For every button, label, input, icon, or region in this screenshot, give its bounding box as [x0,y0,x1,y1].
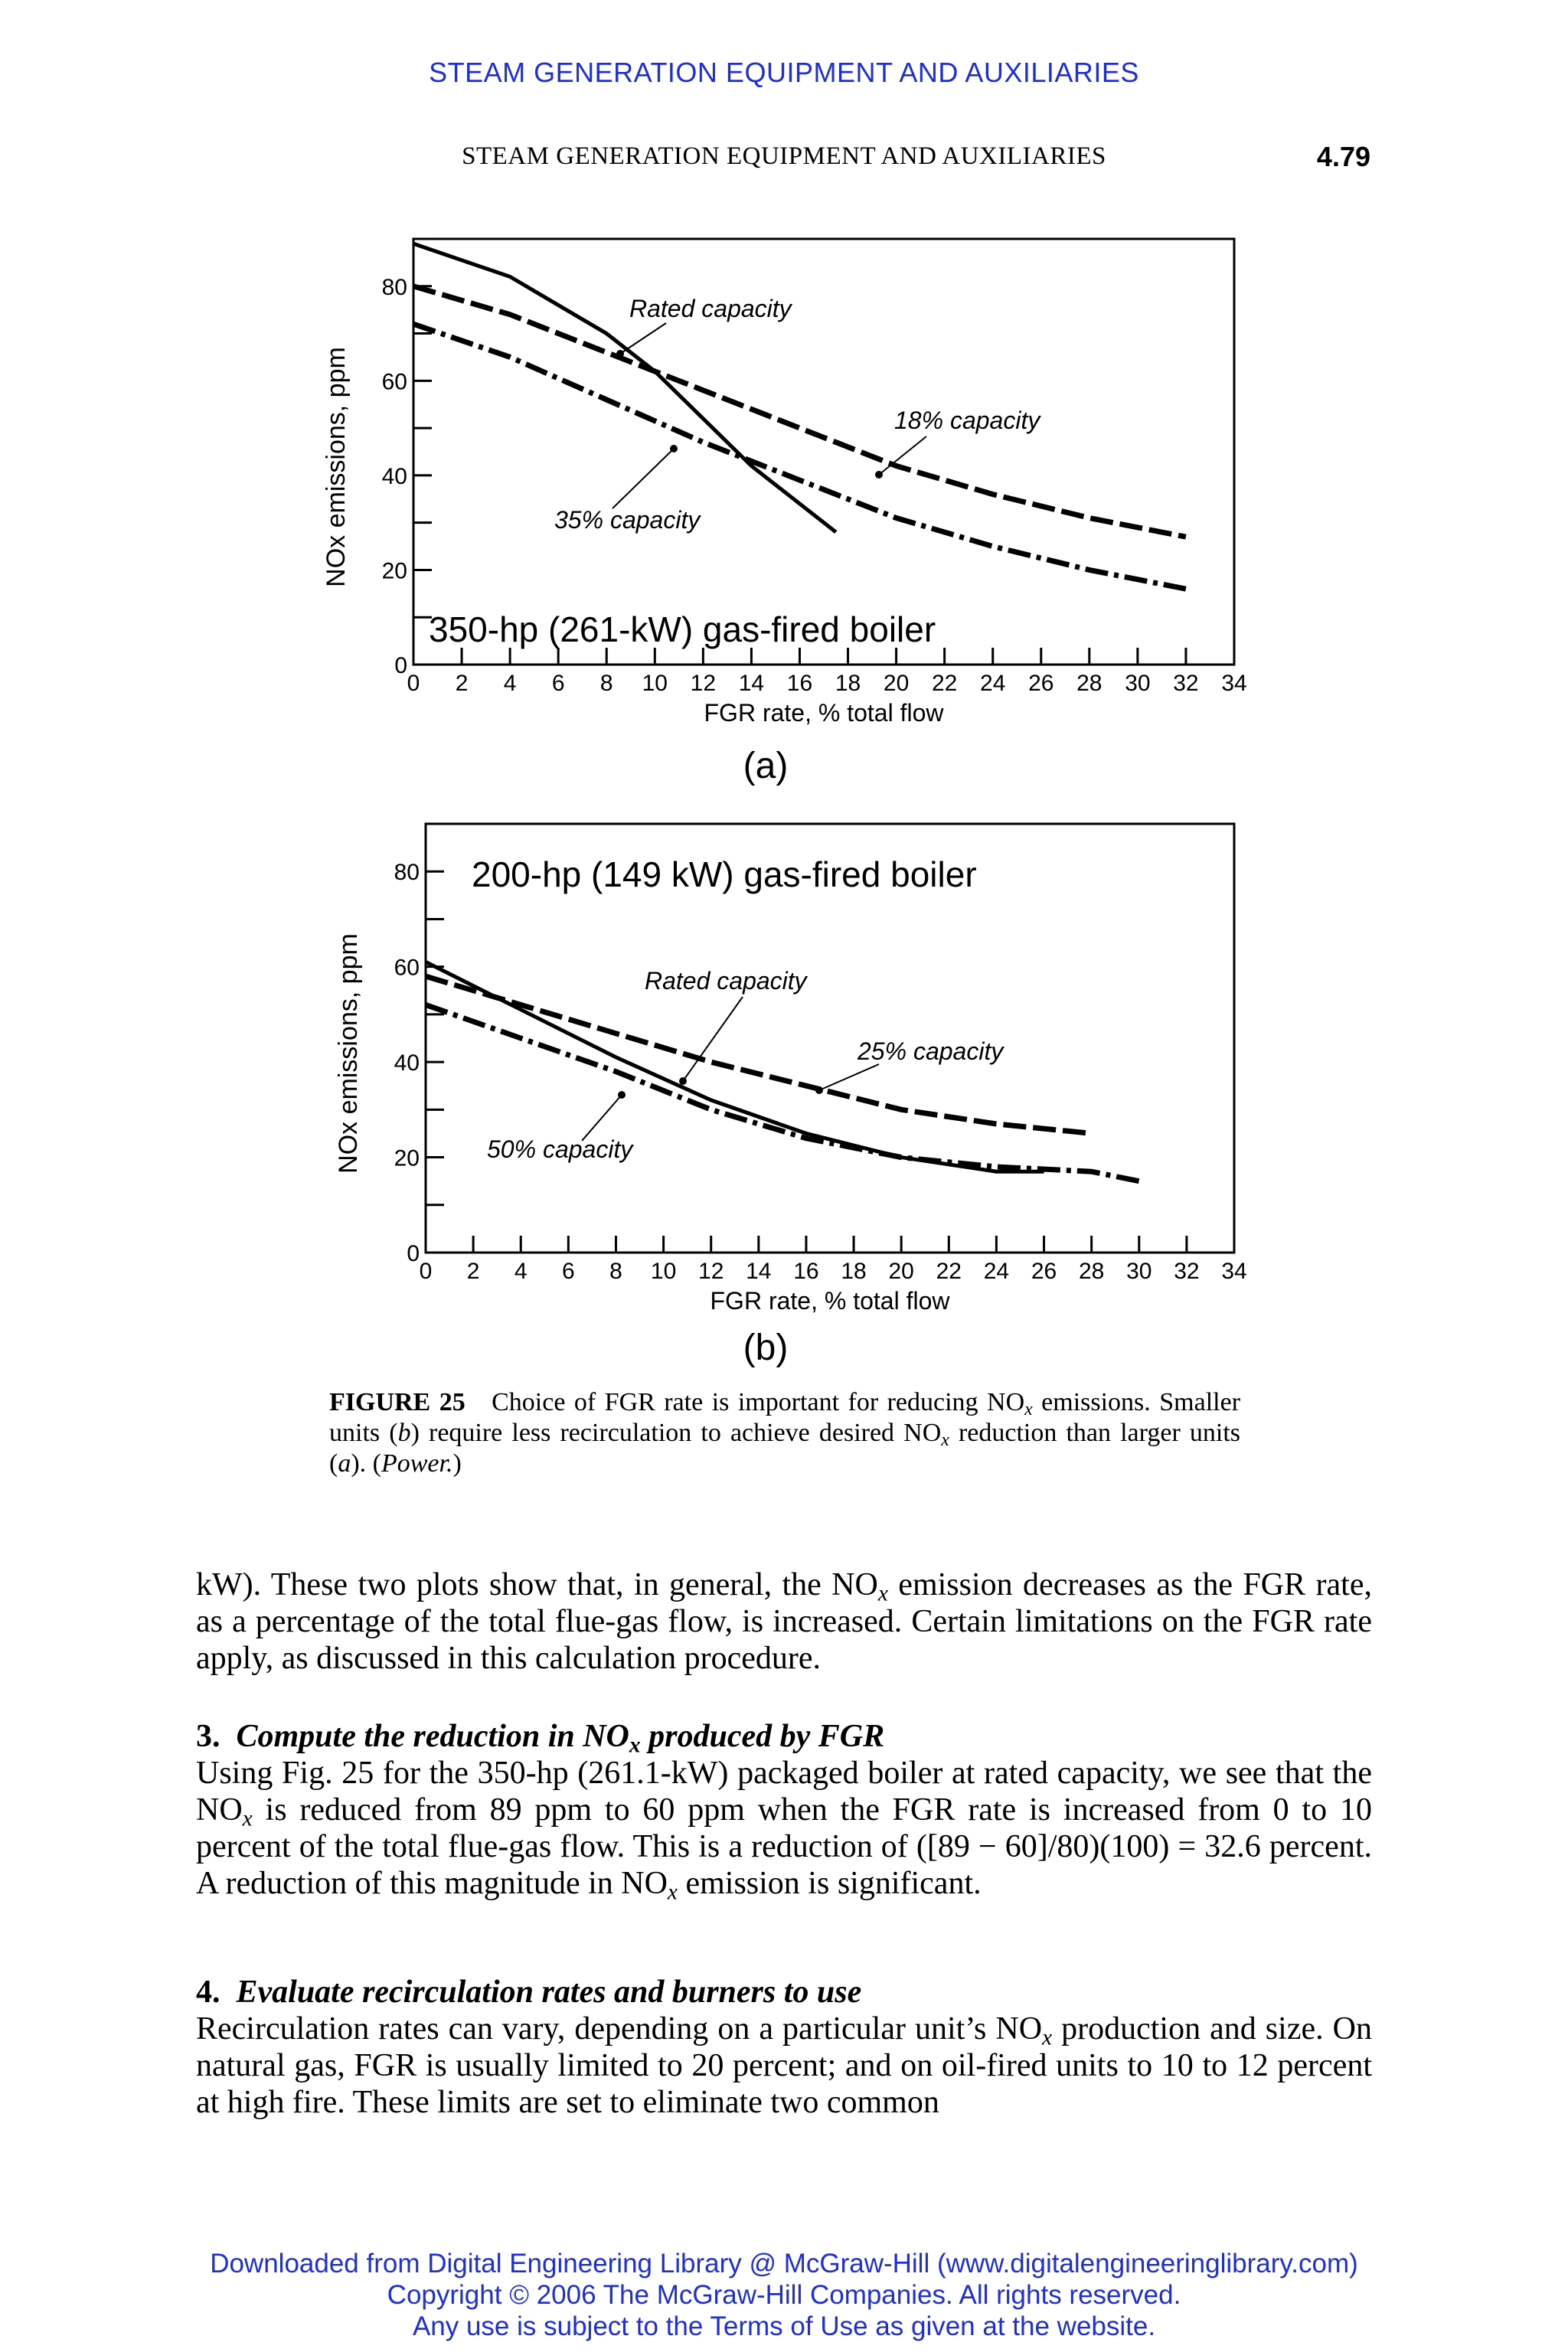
annotation-arrowhead [618,1091,626,1099]
y-tick-label: 60 [381,369,407,395]
running-head: STEAM GENERATION EQUIPMENT AND AUXILIARIES [462,142,1106,170]
para2-sub-1: x [242,1806,253,1831]
y-tick-label: 40 [394,1050,420,1076]
y-tick-label: 80 [381,274,407,300]
step-3-sub: x [629,1733,641,1758]
caption-text-2: emissions. Smaller units ( [329,1388,1241,1447]
x-tick-label: 8 [609,1259,622,1284]
step-4-number: 4. [196,1975,220,2010]
x-tick-label: 6 [551,671,565,696]
annotation-leader [620,323,666,354]
x-tick-label: 0 [407,671,420,696]
y-axis-label: NOx emissions, ppm [334,933,363,1174]
x-tick-label: 24 [980,671,1006,696]
paragraph-1 [196,1566,1372,1677]
y-tick-label: 80 [394,860,420,886]
caption-b: b [397,1419,411,1447]
caption-source: Power. [381,1449,453,1478]
x-axis-label: FGR rate, % total flow [710,1287,950,1315]
figure-label: FIGURE 25 [329,1388,466,1416]
x-tick-label: 18 [835,671,861,696]
para1-sub: x [877,1581,888,1606]
x-tick-label: 10 [642,671,668,696]
footer-line-2: Copyright © 2006 The McGraw-Hill Companies. All rights reserved. [387,2280,1181,2310]
annotation-leader [582,1095,622,1141]
caption-sub-1: x [1024,1399,1033,1419]
x-tick-label: 14 [738,671,765,696]
x-tick-label: 8 [599,671,613,696]
x-tick-label: 32 [1173,671,1199,696]
y-tick-label: 40 [381,463,407,489]
annotation-leader [612,449,674,508]
x-tick-label: 34 [1221,1259,1247,1284]
x-tick-label: 34 [1221,671,1247,696]
x-tick-label: 12 [698,1259,724,1284]
y-tick-label: 20 [381,558,407,584]
annotation-label: 25% capacity [858,1037,1004,1065]
step-4-heading [196,1974,861,2011]
x-tick-label: 4 [514,1259,528,1284]
x-tick-label: 24 [983,1259,1010,1284]
x-tick-label: 22 [936,1259,962,1284]
x-tick-label: 16 [793,1259,819,1284]
annotation-label: Rated capacity [645,967,807,995]
para1-text-a: kW). These two plots show that, in general, the NO [196,1567,878,1602]
x-tick-label: 12 [690,671,717,696]
x-tick-label: 2 [466,1259,480,1284]
x-tick-label: 2 [455,671,469,696]
x-tick-label: 6 [562,1259,575,1284]
x-tick-label: 22 [931,671,958,696]
para3-text-a: Recirculation rates can vary, depending on a particular unit’s NO [196,2011,1043,2047]
x-tick-label: 20 [883,671,910,696]
annotation-label: 50% capacity [487,1135,633,1163]
footer [0,2248,1568,2342]
x-tick-label: 14 [746,1259,772,1284]
x-tick-label: 16 [786,671,813,696]
series-line-dashed [413,286,1186,537]
x-tick-label: 4 [503,671,517,696]
para3-sub: x [1042,2025,1053,2050]
caption-text-3: ) require less recirculation to achieve desired NO [410,1419,942,1447]
step-3-number: 3. [196,1719,220,1754]
page-number: 4.79 [1316,141,1370,172]
caption-text-5: ). ( [351,1449,381,1478]
caption-sub-2: x [941,1429,949,1450]
annotation-arrowhead [679,1077,687,1085]
y-tick-label: 0 [407,1241,420,1266]
annotation-arrowhead [815,1086,823,1094]
footer-line-3: Any use is subject to the Terms of Use as given at the website. [412,2311,1156,2341]
x-tick-label: 28 [1078,1259,1105,1284]
x-tick-label: 26 [1028,671,1054,696]
x-tick-label: 30 [1126,1259,1152,1284]
x-tick-label: 0 [419,1259,433,1284]
download-banner: STEAM GENERATION EQUIPMENT AND AUXILIARIES [429,57,1139,88]
annotation-arrowhead [875,471,883,479]
figure-caption [329,1387,1240,1479]
step-3-heading [196,1718,885,1758]
annotation-leader [819,1064,879,1090]
para2-text-a: Using Fig. 25 for the 350-hp (261.1-kW) packaged boiler at rated capacity, we see that the NO [196,1756,1372,1828]
step-3-title-a: Compute the reduction in NO [236,1719,629,1754]
chart-title: 350-hp (261-kW) gas-fired boiler [429,609,936,649]
x-tick-label: 20 [888,1259,914,1284]
series-line-dashdot [413,324,1186,589]
caption-text-6: ) [452,1449,462,1478]
annotation-label: 18% capacity [894,407,1040,434]
annotation-arrowhead [670,445,678,452]
x-tick-label: 18 [841,1259,867,1284]
y-axis-label: NOx emissions, ppm [322,347,351,587]
x-tick-label: 32 [1174,1259,1200,1284]
x-axis-label: FGR rate, % total flow [704,699,944,727]
series-line-solid [413,243,836,532]
x-tick-label: 30 [1125,671,1151,696]
x-tick-label: 28 [1076,671,1102,696]
y-tick-label: 60 [394,955,420,981]
caption-text-1: Choice of FGR rate is important for reducing NO [492,1388,1025,1416]
y-tick-label: 20 [394,1145,420,1171]
para2-text-c: emission is significant. [677,1866,982,1901]
chart-title: 200-hp (149 kW) gas-fired boiler [472,854,977,894]
caption-a: a [338,1449,351,1478]
annotation-label: Rated capacity [629,295,792,322]
panel-label: (a) [743,746,789,786]
step-4-title: Evaluate recirculation rates and burners to use [236,1975,862,2010]
step-3-title-b: produced by FGR [640,1719,885,1754]
annotation-label: 35% capacity [554,506,701,534]
plot-frame [413,239,1234,665]
caption-text-4: reduction than larger units ( [329,1419,1241,1478]
x-tick-label: 10 [650,1259,677,1284]
para1-text-b: emission decreases as the FGR rate, as a percentage of the total flue-gas flow, is increased. Certain limitations on the FGR rate apply, as discussed in this calculation procedure. [196,1567,1372,1676]
para2-text-b: is reduced from 89 ppm to 60 ppm when the FGR rate is increased from 0 to 10 percent of the total flue-gas flow. This is a reduction of ([89 − 60]/80)(100) = 32.6 percent. A reduction of this magnitude in NO [196,1792,1372,1901]
annotation-arrowhead [616,350,624,358]
footer-line-1[interactable]: Downloaded from Digital Engineering Library @ McGraw-Hill (www.digitalengineeringlibrary.com) [210,2249,1358,2278]
y-tick-label: 0 [394,653,407,678]
x-tick-label: 26 [1031,1259,1057,1284]
para3-text-b: production and size. On natural gas, FGR is usually limited to 20 percent; and on oil-fired units to 10 to 12 percent at high fire. These limits are set to eliminate two common [196,2011,1372,2120]
panel-label: (b) [743,1328,789,1368]
paragraph-3 [196,2011,1372,2121]
para2-sub-2: x [667,1880,678,1905]
paragraph-2 [196,1755,1372,1905]
